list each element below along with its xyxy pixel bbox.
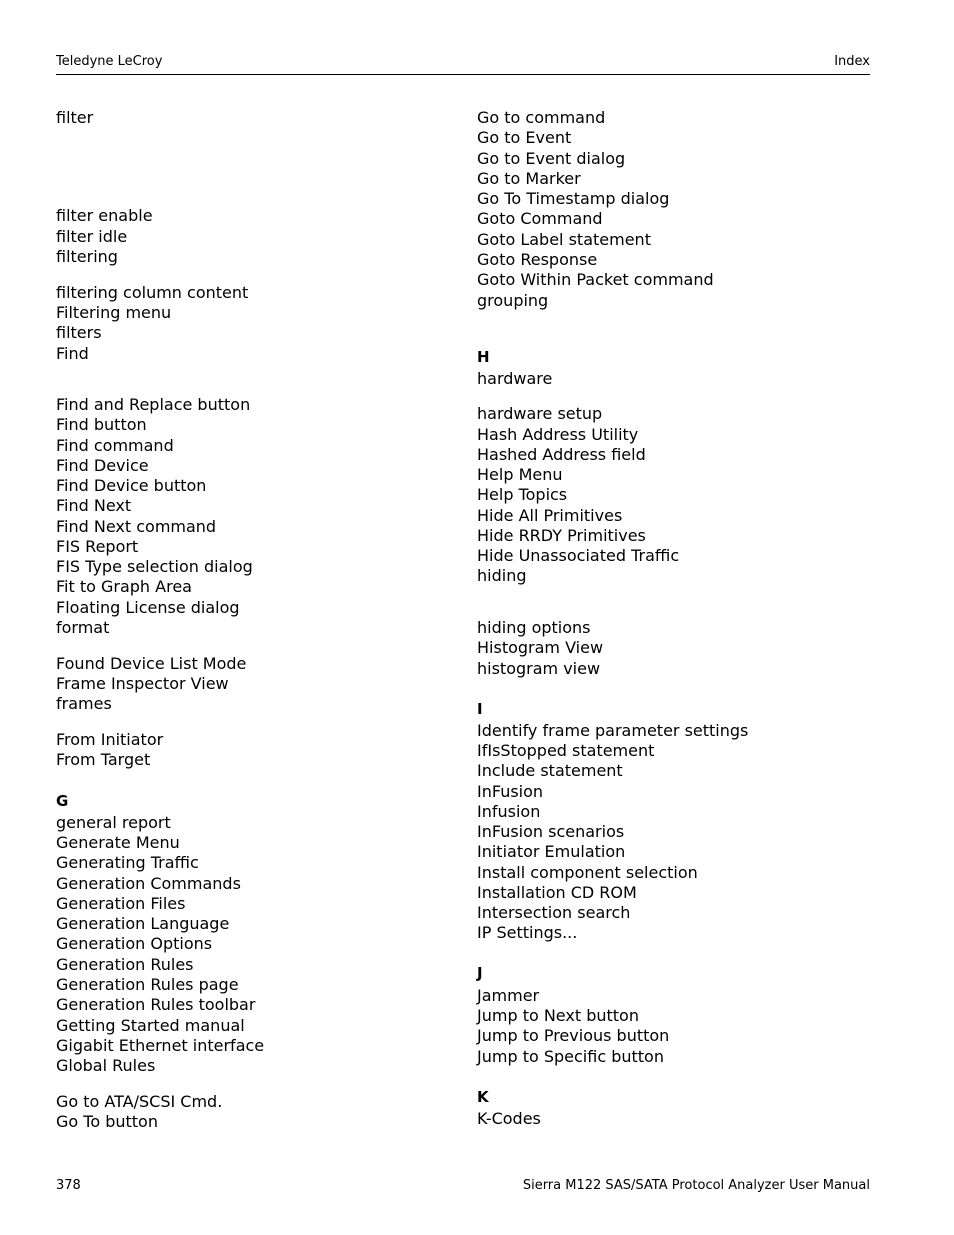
index-entry: filter [56, 108, 94, 127]
index-entry: InFusion [477, 782, 544, 801]
index-letter-heading: I [477, 700, 483, 718]
index-entry: Jump to Previous button [477, 1026, 670, 1045]
index-entry: format [56, 618, 110, 637]
index-entry: Help Topics [477, 485, 568, 504]
index-entry: Go To button [56, 1112, 158, 1131]
index-entry: Go to ATA/SCSI Cmd. [56, 1092, 223, 1111]
index-entry: Help Menu [477, 465, 563, 484]
index-letter-heading: H [477, 348, 490, 366]
index-entry: Generation Language [56, 914, 230, 933]
index-entry: Goto Label statement [477, 230, 651, 249]
index-entry: Hide RRDY Primitives [477, 526, 646, 545]
index-entry: From Target [56, 750, 151, 769]
index-entry: K-Codes [477, 1109, 541, 1128]
index-entry: IP Settings... [477, 923, 578, 942]
index-entry: Go To Timestamp dialog [477, 189, 670, 208]
manual-title: Sierra M122 SAS/SATA Protocol Analyzer User Manual [522, 1178, 870, 1193]
index-entry: Find and Replace button [56, 395, 251, 414]
index-entry: Generation Options [56, 934, 213, 953]
index-entry: Find command [56, 436, 174, 455]
index-entry: filter idle [56, 227, 128, 246]
index-entry: Infusion [477, 802, 541, 821]
index-letter-heading: G [56, 792, 69, 810]
index-entry: Hide All Primitives [477, 506, 623, 525]
index-entry: Intersection search [477, 903, 631, 922]
index-entry: filtering [56, 247, 118, 266]
index-entry: Find button [56, 415, 147, 434]
index-entry: Generation Commands [56, 874, 241, 893]
index-entry: Find Device button [56, 476, 207, 495]
index-entry: filters [56, 323, 102, 342]
index-entry: hiding options [477, 618, 591, 637]
index-entry: Find Next command [56, 517, 217, 536]
index-entry: Frame Inspector View [56, 674, 229, 693]
index-entry: Include statement [477, 761, 623, 780]
index-entry: Goto Within Packet command [477, 270, 714, 289]
index-entry: Jammer [477, 986, 540, 1005]
index-entry: Goto Command [477, 209, 603, 228]
index-entry: Find Device [56, 456, 149, 475]
index-letter-heading: K [477, 1088, 489, 1106]
index-entry: Generation Rules toolbar [56, 995, 256, 1014]
index-entry: Fit to Graph Area [56, 577, 192, 596]
index-entry: Generating Traffic [56, 853, 199, 872]
index-entry: hardware [477, 369, 553, 388]
index-entry: Histogram View [477, 638, 604, 657]
index-entry: Go to Event dialog [477, 149, 626, 168]
index-entry: Generation Rules page [56, 975, 239, 994]
index-entry: Identify frame parameter settings [477, 721, 749, 740]
header-company: Teledyne LeCroy [56, 54, 163, 69]
index-entry: filtering column content [56, 283, 249, 302]
index-entry: Find [56, 344, 89, 363]
index-entry: Jump to Next button [477, 1006, 639, 1025]
index-entry: Generate Menu [56, 833, 180, 852]
header-section: Index [834, 54, 870, 69]
index-entry: Global Rules [56, 1056, 156, 1075]
index-entry: Generation Rules [56, 955, 194, 974]
index-entry: Goto Response [477, 250, 598, 269]
index-entry: From Initiator [56, 730, 164, 749]
index-entry: Generation Files [56, 894, 186, 913]
index-entry: hardware setup [477, 404, 603, 423]
index-entry: Find Next [56, 496, 132, 515]
index-entry: Initiator Emulation [477, 842, 626, 861]
index-entry: Installation CD ROM [477, 883, 637, 902]
index-entry: Gigabit Ethernet interface [56, 1036, 265, 1055]
index-entry: InFusion scenarios [477, 822, 625, 841]
index-entry: Found Device List Mode [56, 654, 247, 673]
index-letter-heading: J [477, 964, 483, 982]
index-entry: Install component selection [477, 863, 698, 882]
index-entry: Go to command [477, 108, 606, 127]
index-entry: grouping [477, 291, 549, 310]
index-entry: frames [56, 694, 112, 713]
index-entry: FIS Type selection dialog [56, 557, 253, 576]
index-entry: Go to Marker [477, 169, 581, 188]
index-entry: Hide Unassociated Traffic [477, 546, 680, 565]
page-number: 378 [56, 1178, 81, 1193]
index-entry: IfIsStopped statement [477, 741, 655, 760]
index-entry: Getting Started manual [56, 1016, 245, 1035]
index-entry: Go to Event [477, 128, 572, 147]
index-entry: Jump to Specific button [477, 1047, 664, 1066]
index-entry: Hash Address Utility [477, 425, 639, 444]
index-entry: Floating License dialog [56, 598, 240, 617]
index-entry: general report [56, 813, 171, 832]
index-entry: Filtering menu [56, 303, 172, 322]
index-entry: histogram view [477, 659, 601, 678]
index-entry: FIS Report [56, 537, 139, 556]
index-entry: filter enable [56, 206, 153, 225]
index-entry: Hashed Address field [477, 445, 646, 464]
index-entry: hiding [477, 566, 527, 585]
